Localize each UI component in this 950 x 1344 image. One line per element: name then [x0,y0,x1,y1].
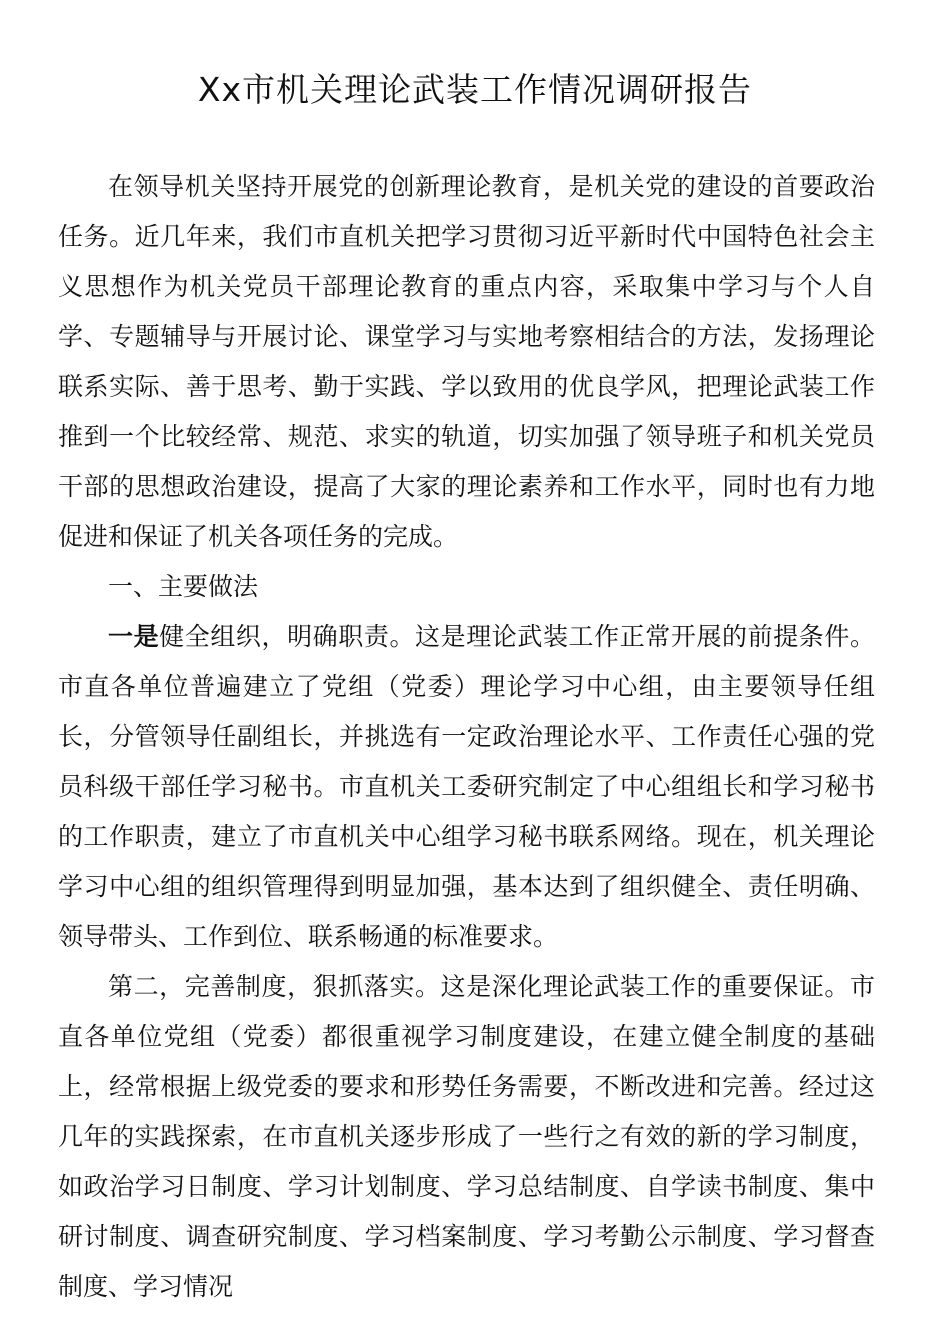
intro-paragraph: 在领导机关坚持开展党的创新理论教育，是机关党的建设的首要政治任务。近几年来，我们市直机关把学习贯彻习近平新时代中国特色社会主义思想作为机关党员干部理论教育的重点内容，采取集中学习与个人自学、专题辅导与开展讨论、课堂学习与实地考察相结合的方法，发扬理论联系实际、善于思考、勤于实践、学以致用的优良学风，把理论武装工作推到一个比较经常、规范、求实的轨道，切实加强了领导班子和机关党员干部的思想政治建设，提高了大家的理论素养和工作水平，同时也有力地促进和保证了机关各项任务的完成。 [58,172,875,551]
point-one-lead: 一是 [108,622,160,651]
section-heading-main-practices: 一、主要做法 [108,572,259,601]
document-body [58,162,875,1312]
page-title: Xx市机关理论武装工作情况调研报告 [197,70,753,109]
point-one-paragraph [58,612,875,962]
point-two-paragraph: 第二，完善制度，狠抓落实。这是深化理论武装工作的重要保证。市直各单位党组（党委）都很重视学习制度建设，在建立健全制度的基础上，经常根据上级党委的要求和形势任务需要，不断改进和完善。经过这几年的实践探索，在市直机关逐步形成了一些行之有效的新的学习制度，如政治学习日制度、学习计划制度、学习总结制度、自学读书制度、集中研讨制度、调查研究制度、学习档案制度、学习考勤公示制度、学习督查制度、学习情况 [58,972,875,1301]
point-one-text: 健全组织，明确职责。这是理论武装工作正常开展的前提条件。市直各单位普遍建立了党组（党委）理论学习中心组，由主要领导任组长，分管领导任副组长，并挑选有一定政治理论水平、工作责任心强的党员科级干部任学习秘书。市直机关工委研究制定了中心组组长和学习秘书的工作职责，建立了市直机关中心组学习秘书联系网络。现在，机关理论学习中心组的组织管理得到明显加强，基本达到了组织健全、责任明确、领导带头、工作到位、联系畅通的标准要求。 [58,622,875,951]
